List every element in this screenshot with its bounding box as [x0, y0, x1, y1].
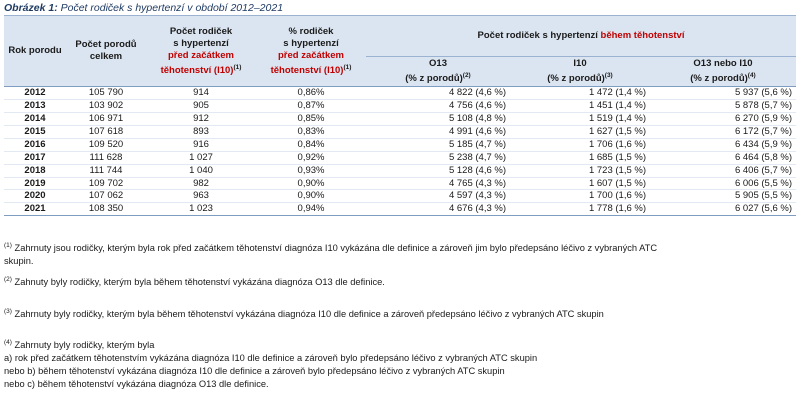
cell-year: 2014 [4, 112, 66, 125]
footnote-1-cont: skupin. [4, 256, 34, 267]
table-row [4, 190, 796, 203]
footnote-4-marker: (4) [4, 339, 12, 346]
cell-before-pct: 0,87% [256, 100, 366, 113]
hypertension-table [4, 15, 796, 216]
cell-o13: 4 756 (4,6 %) [366, 100, 510, 113]
cell-i10: 1 451 (1,4 %) [510, 100, 650, 113]
cell-either: 6 270 (5,9 %) [650, 112, 796, 125]
before-pct-red: před začátkem [277, 49, 344, 61]
cell-i10: 1 723 (1,5 %) [510, 164, 650, 177]
cell-year: 2013 [4, 100, 66, 113]
figure-title: Počet rodiček s hypertenzí v období 2012–2021 [60, 2, 284, 14]
cell-either: 6 172 (5,7 %) [650, 125, 796, 138]
table-row [4, 100, 796, 113]
cell-before-count: 914 [146, 87, 256, 100]
footnote-4-b: nebo b) během těhotenství vykázána diagnóza I10 dle definice a zároveň bylo předepsáno léčivo z vybraných ATC skupin [4, 366, 505, 377]
o13-label: O13 [429, 58, 447, 69]
cell-i10: 1 700 (1,6 %) [510, 190, 650, 203]
cell-before-count: 1 027 [146, 151, 256, 164]
cell-i10: 1 472 (1,4 %) [510, 87, 650, 100]
table-row [4, 112, 796, 125]
table-row [4, 138, 796, 151]
during-red: během těhotenství [600, 30, 685, 41]
footnote-2-marker: (2) [4, 276, 12, 283]
cell-before-count: 1 023 [146, 203, 256, 216]
cell-i10: 1 706 (1,6 %) [510, 138, 650, 151]
cell-o13: 5 108 (4,8 %) [366, 112, 510, 125]
i10-sub: (% z porodů) [547, 73, 605, 85]
cell-o13: 4 597 (4,3 %) [366, 190, 510, 203]
cell-i10: 1 607 (1,5 %) [510, 177, 650, 190]
cell-o13: 5 128 (4,6 %) [366, 164, 510, 177]
o13-sub: (% z porodů) [405, 73, 463, 85]
before-count-line-1: Počet rodiček [169, 25, 233, 37]
cell-before-pct: 0,84% [256, 138, 366, 151]
cell-births: 103 902 [66, 100, 146, 113]
footnote-4-c: nebo c) během těhotenství vykázána diagnóza O13 dle definice. [4, 379, 269, 390]
footnote-1 [4, 239, 657, 268]
footnote-ref-1: (1) [233, 63, 242, 71]
cell-births: 111 628 [66, 151, 146, 164]
cell-births: 109 702 [66, 177, 146, 190]
cell-i10: 1 778 (1,6 %) [510, 203, 650, 216]
cell-before-count: 905 [146, 100, 256, 113]
cell-births: 108 350 [66, 203, 146, 216]
cell-births: 109 520 [66, 138, 146, 151]
cell-before-count: 982 [146, 177, 256, 190]
table-row [4, 125, 796, 138]
table-row [4, 151, 796, 164]
footnote-3-marker: (3) [4, 308, 12, 315]
footnote-ref-4: (4) [747, 72, 756, 79]
cell-i10: 1 685 (1,5 %) [510, 151, 650, 164]
either-sub: (% z porodů) [690, 73, 748, 85]
cell-before-count: 912 [146, 112, 256, 125]
cell-i10: 1 519 (1,4 %) [510, 112, 650, 125]
table-body [4, 87, 796, 216]
cell-year: 2018 [4, 164, 66, 177]
cell-year: 2019 [4, 177, 66, 190]
col-header-births [66, 16, 146, 87]
cell-year: 2012 [4, 87, 66, 100]
col-header-o13 [366, 57, 510, 87]
cell-births: 106 971 [66, 112, 146, 125]
cell-births: 105 790 [66, 87, 146, 100]
footnote-4-text: Zahrnuty byly rodičky, kterým byla [11, 340, 155, 351]
before-count-red: před začátkem [167, 49, 234, 61]
table-header [4, 16, 796, 87]
births-line-1: Počet porodů [75, 39, 137, 51]
before-count-tail: těhotenství (I10) [160, 64, 234, 76]
cell-before-pct: 0,83% [256, 125, 366, 138]
cell-o13: 4 765 (4,3 %) [366, 177, 510, 190]
before-count-line-2: s hypertenzí [173, 37, 229, 49]
footnote-3 [4, 305, 604, 321]
cell-births: 107 062 [66, 190, 146, 203]
before-pct-line-2: s hypertenzí [283, 37, 339, 49]
cell-either: 6 464 (5,8 %) [650, 151, 796, 164]
cell-before-pct: 0,90% [256, 190, 366, 203]
cell-either: 6 006 (5,5 %) [650, 177, 796, 190]
cell-before-pct: 0,93% [256, 164, 366, 177]
footnote-3-text: Zahrnuty byly rodičky, kterým byla během těhotenství vykázána diagnóza I10 dle definice a zároveň předepsáno léčivo z vybraných ATC skupin [11, 309, 604, 320]
cell-i10: 1 627 (1,5 %) [510, 125, 650, 138]
cell-before-count: 916 [146, 138, 256, 151]
cell-before-pct: 0,92% [256, 151, 366, 164]
header-row-top [4, 16, 796, 57]
during-prefix: Počet rodiček s hypertenzí [477, 30, 601, 41]
col-header-during-group [366, 16, 796, 57]
footnote-ref-3: (3) [604, 72, 613, 79]
figure-caption [4, 2, 283, 14]
cell-births: 107 618 [66, 125, 146, 138]
cell-before-pct: 0,86% [256, 87, 366, 100]
cell-before-count: 893 [146, 125, 256, 138]
footnote-ref-2: (2) [462, 72, 471, 79]
cell-either: 5 878 (5,7 %) [650, 100, 796, 113]
cell-year: 2016 [4, 138, 66, 151]
cell-o13: 4 991 (4,6 %) [366, 125, 510, 138]
col-header-before-pct [256, 16, 366, 87]
cell-either: 5 905 (5,5 %) [650, 190, 796, 203]
col-header-before-count [146, 16, 256, 87]
births-line-2: celkem [89, 51, 123, 63]
cell-births: 111 744 [66, 164, 146, 177]
table-row [4, 177, 796, 190]
cell-either: 5 937 (5,6 %) [650, 87, 796, 100]
table-row [4, 164, 796, 177]
footnote-1-text: Zahrnuty jsou rodičky, kterým byla rok před začátkem těhotenství diagnóza I10 vykázána dle definice a zároveň jim bylo předepsáno léčivo z vybraných ATC [11, 243, 658, 254]
footnote-2-text: Zahnuty byly rodičky, kterým byla během těhotenství vykázána diagnóza O13 dle definice. [11, 277, 385, 288]
either-label: O13 nebo I10 [693, 58, 753, 69]
footnote-1-marker: (1) [4, 242, 12, 249]
cell-year: 2017 [4, 151, 66, 164]
cell-o13: 4 676 (4,3 %) [366, 203, 510, 216]
before-pct-tail: těhotenství (I10) [270, 64, 344, 76]
cell-either: 6 406 (5,7 %) [650, 164, 796, 177]
footnote-4 [4, 336, 537, 391]
col-header-i10 [510, 57, 650, 87]
i10-label: I10 [573, 58, 587, 69]
cell-before-pct: 0,90% [256, 177, 366, 190]
cell-year: 2020 [4, 190, 66, 203]
figure-label: Obrázek 1: [4, 2, 58, 14]
cell-o13: 4 822 (4,6 %) [366, 87, 510, 100]
table-row [4, 87, 796, 100]
col-header-year: Rok porodu [4, 16, 66, 87]
cell-either: 6 434 (5,9 %) [650, 138, 796, 151]
before-pct-line-1: % rodiček [288, 25, 334, 37]
cell-o13: 5 238 (4,7 %) [366, 151, 510, 164]
cell-o13: 5 185 (4,7 %) [366, 138, 510, 151]
cell-before-pct: 0,94% [256, 203, 366, 216]
cell-before-count: 1 040 [146, 164, 256, 177]
cell-before-count: 963 [146, 190, 256, 203]
cell-year: 2021 [4, 203, 66, 216]
cell-before-pct: 0,85% [256, 112, 366, 125]
table-row [4, 203, 796, 216]
cell-year: 2015 [4, 125, 66, 138]
footnote-2 [4, 273, 385, 289]
cell-either: 6 027 (5,6 %) [650, 203, 796, 216]
footnote-ref-1b: (1) [343, 63, 352, 71]
col-header-either [650, 57, 796, 87]
footnote-4-a: a) rok před začátkem těhotenstvím vykázána diagnóza I10 dle definice a zároveň bylo předepsáno léčivo z vybraných ATC skupin [4, 353, 538, 364]
